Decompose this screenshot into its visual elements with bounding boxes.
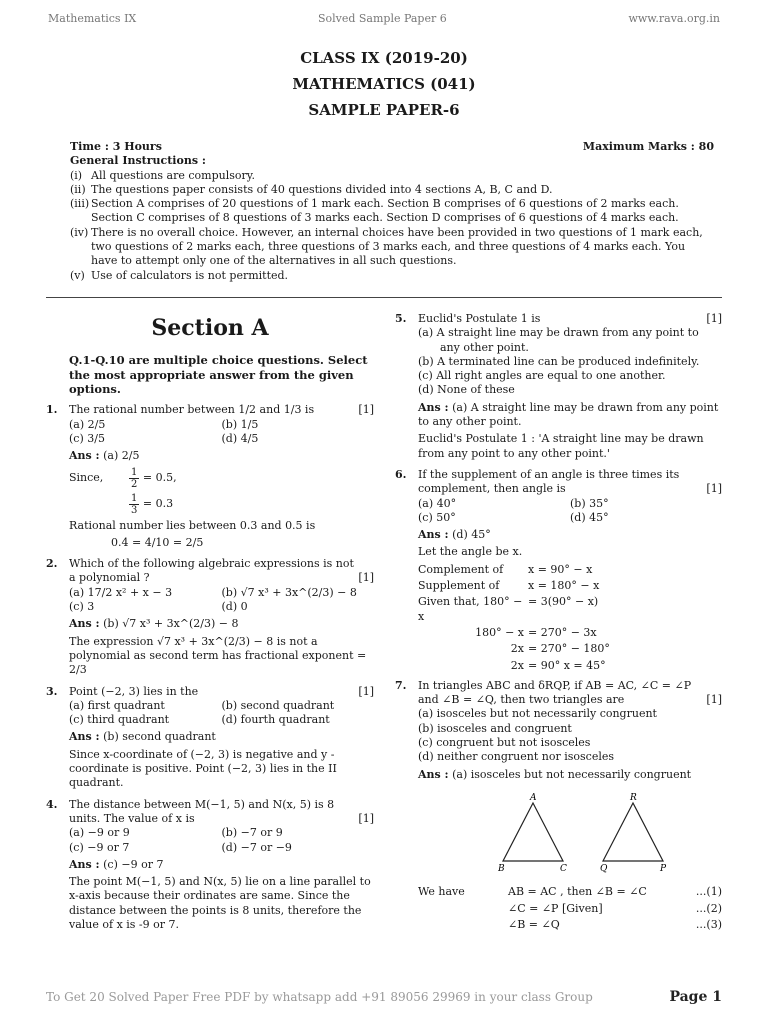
working: ∠B = ∠Q ...(3)	[508, 917, 722, 931]
option: (b) √7 x³ + 3x^(2/3) − 8	[221, 585, 357, 599]
question-2: 2. Which of the following algebraic expressions is not a polynomial ? [1] (a) 17/2 x² + x − 3 (b) √7 x³ + 3x^(2/3) − 8 (c) 3 (d) 0 Ans : (b) √7 x³ + 3x^(2/3) − 8 The expression √7 x³ + 3x^(2/3) − 8 is not a polynomial as second term has fractional exponent = 2/3	[46, 557, 374, 677]
time-label: Time : 3 Hours	[70, 140, 162, 153]
question-text: If the supplement of an angle is three times its complement, then angle is	[418, 467, 680, 496]
header-subject: Mathematics IX	[48, 12, 137, 25]
option: (a) A straight line may be drawn from any point to any other point.	[418, 326, 699, 354]
working: Since, $\frac{1}{2}$ = 0.5,	[69, 466, 177, 490]
triangle-rqp	[603, 803, 663, 861]
explanation: The point M(−1, 5) and N(x, 5) lie on a line parallel to x-axis because their ordinates are same. Since the distance between the points is 8 units, therefore the value of x is -9 or 7.	[69, 875, 371, 932]
question-text: Euclid's Postulate 1 is	[418, 312, 541, 325]
option: (c) 3/5	[69, 432, 105, 445]
option: (c) congruent but not isosceles	[418, 736, 591, 750]
option: (c) −9 or 7	[69, 840, 130, 854]
section-instruction: Q.1-Q.10 are multiple choice questions. Select the most appropriate answer from the given options.	[69, 352, 368, 397]
option: (d) fourth quadrant	[221, 713, 330, 727]
result-eq: 0.4 = 4/10 = 2/5	[111, 535, 204, 549]
title-subject: MATHEMATICS (041)	[292, 75, 476, 93]
answer: Ans : (c) −9 or 7	[69, 857, 164, 871]
option: (a) −9 or 9	[69, 826, 130, 840]
marks-label: Maximum Marks : 80	[582, 140, 714, 153]
option: (a) 17/2 x² + x − 3	[69, 585, 173, 599]
option: (b) second quadrant	[221, 698, 335, 712]
question-6: 6. If the supplement of an angle is three times its complement, then angle is [1] (a) 40° (b) 35° (c) 50° (d) 45° Ans : (d) 45° Let the angle be x. Complement of x = 90° − x Supplement of x = 180° − x Given that, 180° − x = 3(90° − x) 180° − x = 270° − 3x 2x = 270° − 180° 2x = 90° x = 45°	[395, 467, 722, 672]
question-text: The distance between M(−1, 5) and N(x, 5) is 8 units. The value of x is	[69, 797, 335, 825]
vertex-label-c: C	[560, 863, 567, 873]
working: We have AB = AC , then ∠B = ∠C ...(1)	[418, 885, 722, 899]
header-paper: Solved Sample Paper 6	[317, 12, 447, 25]
answer: Ans : (a) A straight line may be drawn from any point to any other point.	[418, 400, 719, 429]
answer: Ans : (a) isosceles but not necessarily congruent	[418, 767, 692, 781]
let-text: Let the angle be x.	[418, 545, 523, 559]
mark: [1]	[706, 693, 722, 707]
whatsapp-promo: To Get 20 Solved Paper Free PDF by whatsapp add +91 89056 29969 in your class Group	[46, 989, 593, 1004]
section-title: Section A	[151, 315, 269, 341]
divider	[46, 297, 722, 298]
answer: Ans : (d) 45°	[418, 528, 491, 542]
vertex-label-p: P	[660, 863, 667, 873]
option: (a) 2/5	[69, 417, 106, 431]
option: (c) 3	[69, 600, 95, 614]
option: (d) −7 or −9	[221, 840, 292, 854]
option: (b) −7 or 9	[221, 826, 283, 840]
instruction-item: (v) Use of calculators is not permitted.	[70, 268, 289, 282]
page-number: Page 1	[669, 988, 722, 1005]
explanation: Euclid's Postulate 1 : 'A straight line may be drawn from any point to any other point.'	[418, 432, 704, 460]
option: (b) 1/5	[221, 417, 259, 431]
option: (a) 40°	[418, 496, 457, 510]
mark: [1]	[358, 684, 374, 698]
vertex-label-q: Q	[600, 863, 608, 873]
answer: Ans : (a) 2/5	[69, 449, 140, 463]
question-7: 7. In triangles ABC and δRQP, if AB = AC, ∠C = ∠P and ∠B = ∠Q, then two triangles are [1] (a) isosceles but not necessarily congruent (b) isosceles and congruent (c) congruent but not isosceles (d) neither congruent nor isosceles Ans : (a) isosceles but not necessarily congruent A B C R Q P We have AB = AC , then ∠B = ∠C ...(1) ∠C = ∠P [Given] ...(2) ∠B = ∠Q ...(3)	[395, 678, 722, 931]
answer: Ans : (b) second quadrant	[69, 730, 216, 744]
question-3: 3. Point (−2, 3) lies in the [1] (a) first quadrant (b) second quadrant (c) third quadrant (d) fourth quadrant Ans : (b) second quadrant Since x-coordinate of (−2, 3) is negative and y -coordinate is positive. Point (−2, 3) lies in the II quadrant.	[46, 684, 374, 790]
instruction-item: (iv) There is no overall choice. However, an internal choices have been provided in two questions of 1 mark each, two questions of 2 marks each, three questions of 3 marks each, and three questions of 4 marks each. You have to attempt only one of the alternatives in all such questions.	[70, 225, 703, 268]
option: (d) neither congruent nor isosceles	[418, 750, 615, 764]
question-text: Which of the following algebraic expressions is not a polynomial ?	[69, 557, 354, 585]
question-text: Point (−2, 3) lies in the	[69, 684, 199, 698]
instruction-item: (iii) Section A comprises of 20 questions of 1 mark each. Section B comprises of 6 questions of 2 marks each. Section C comprises of 8 questions of 3 marks each. Section D comprises of 6 questions of 4 marks each.	[70, 197, 679, 225]
rational-text: Rational number lies between 0.3 and 0.5 is	[69, 518, 316, 532]
option: (b) A terminated line can be produced indefinitely.	[418, 354, 700, 368]
question-4: 4. The distance between M(−1, 5) and N(x, 5) is 8 units. The value of x is [1] (a) −9 or 9 (b) −7 or 9 (c) −9 or 7 (d) −7 or −9 Ans : (c) −9 or 7 The point M(−1, 5) and N(x, 5) lie on a line parallel to x-axis because their ordinates are same. Since the distance between the points is 8 units, therefore the value of x is -9 or 7.	[46, 797, 374, 932]
question-1: 1. The rational number between 1/2 and 1/3 is [1] (a) 2/5 (b) 1/5 (c) 3/5 (d) 4/5 Ans : (a) 2/5 Since, $\frac{1}{2}$ = 0.5, $\frac{1}{3}$ = 0.3 Rational number lies between 0.3 and 0.5 is 0.4 = 4/10 = 2/5	[46, 403, 374, 549]
answer: Ans : (b) √7 x³ + 3x^(2/3) − 8	[69, 617, 239, 631]
question-text: In triangles ABC and δRQP, if AB = AC, ∠C = ∠P and ∠B = ∠Q, then two triangles are	[418, 678, 692, 707]
working: Complement of x = 90° − x Supplement of x = 180° − x Given that, 180° − x = 3(90° − x) 180° − x = 270° − 3x 2x = 270° − 180° 2x = 90° x = 45°	[418, 562, 610, 672]
mark: [1]	[358, 571, 374, 585]
mark: [1]	[706, 312, 722, 325]
instruction-item: (ii) The questions paper consists of 40 questions divided into 4 sections A, B, C and D.	[70, 182, 553, 196]
vertex-label-a: A	[530, 792, 537, 803]
option: (a) first quadrant	[69, 698, 165, 712]
mark: [1]	[358, 403, 374, 417]
option: (c) All right angles are equal to one another.	[418, 369, 666, 383]
title-class: CLASS IX (2019-20)	[300, 49, 468, 67]
exam-meta	[70, 140, 714, 283]
vertex-label-r: R	[630, 792, 637, 803]
working: $\frac{1}{3}$ = 0.3	[131, 492, 174, 516]
general-instructions-title: General Instructions :	[70, 154, 206, 168]
option: (b) isosceles and congruent	[418, 721, 572, 735]
explanation: Since x-coordinate of (−2, 3) is negative and y -coordinate is positive. Point (−2, 3) lies in the II quadrant.	[69, 747, 337, 790]
mark: [1]	[358, 811, 374, 825]
question-5: 5. Euclid's Postulate 1 is [1] (a) A straight line may be drawn from any point to any other point. (b) A terminated line can be produced indefinitely. (c) All right angles are equal to one another. (d) None of these Ans : (a) A straight line may be drawn from any point to any other point. Euclid's Postulate 1 : 'A straight line may be drawn from any point to any other point.'	[395, 312, 722, 460]
paper-titles	[0, 45, 768, 123]
option: (c) 50°	[418, 510, 456, 524]
right-column	[395, 312, 722, 932]
option: (d) 0	[221, 600, 248, 614]
option: (a) isosceles but not necessarily congruent	[418, 707, 657, 721]
option: (b) 35°	[570, 496, 609, 510]
explanation: The expression √7 x³ + 3x^(2/3) − 8 is not a polynomial as second term has fractional exponent = 2/3	[69, 634, 367, 677]
triangles-figure	[498, 793, 668, 873]
running-header	[48, 12, 720, 26]
option: (c) third quadrant	[69, 713, 170, 727]
question-text: The rational number between 1/2 and 1/3 is	[69, 403, 315, 417]
working: ∠C = ∠P [Given] ...(2)	[508, 901, 722, 915]
vertex-label-b: B	[498, 863, 505, 873]
option: (d) 4/5	[221, 432, 259, 445]
mark: [1]	[706, 482, 722, 496]
header-website: www.rava.org.in	[628, 12, 720, 25]
left-column	[46, 312, 374, 935]
page-footer	[46, 988, 722, 1006]
option: (d) None of these	[418, 383, 515, 397]
triangle-abc	[503, 803, 563, 861]
title-sample: SAMPLE PAPER-6	[308, 101, 460, 119]
option: (d) 45°	[570, 510, 609, 524]
instruction-item: (i) All questions are compulsory.	[70, 168, 256, 182]
